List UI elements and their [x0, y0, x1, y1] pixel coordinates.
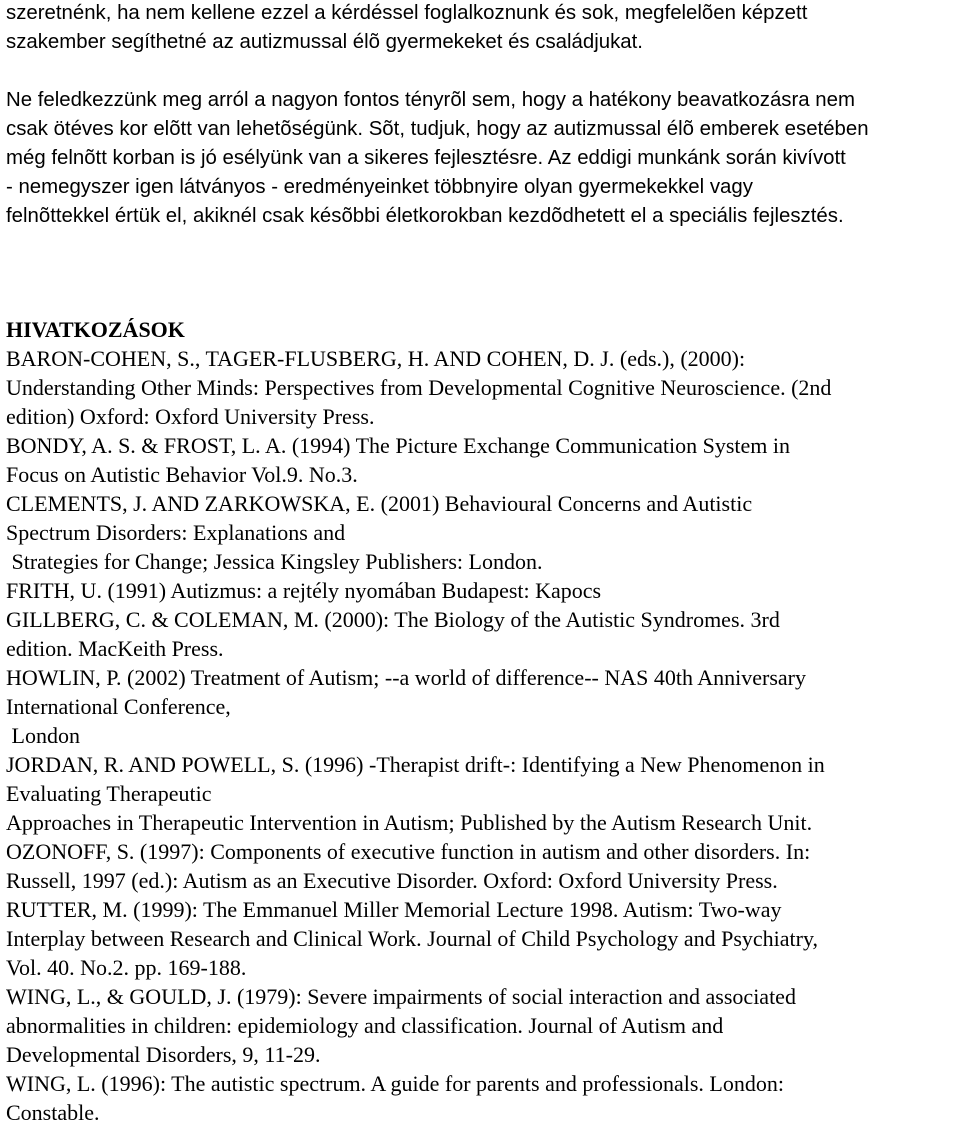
- text-line: csak ötéves kor elõtt van lehetõségünk. Sõt, tudjuk, hogy az autizmussal élõ emberek esetében: [6, 118, 869, 140]
- reference-line: CLEMENTS, J. AND ZARKOWSKA, E. (2001) Behavioural Concerns and Autistic: [6, 491, 753, 516]
- references-list: [6, 344, 954, 1127]
- reference-line: Interplay between Research and Clinical Work. Journal of Child Psychology and Psychiatry,: [6, 926, 819, 951]
- intro-paragraph-1: [6, 0, 954, 57]
- text-line: még felnõtt korban is jó esélyünk van a sikeres fejlesztésre. Az eddigi munkánk során kivívott: [6, 147, 846, 169]
- reference-line: FRITH, U. (1991) Autizmus: a rejtély nyomában Budapest: Kapocs: [6, 578, 602, 603]
- reference-line: BARON-COHEN, S., TAGER-FLUSBERG, H. AND COHEN, D. J. (eds.), (2000):: [6, 346, 746, 371]
- reference-line: WING, L., & GOULD, J. (1979): Severe impairments of social interaction and associated: [6, 984, 796, 1009]
- reference-line: Approaches in Therapeutic Intervention in Autism; Published by the Autism Research Unit.: [6, 810, 813, 835]
- text-line: felnõttekkel értük el, akiknél csak késõbbi életkorokban kezdõdhetett el a speciális fejlesztés.: [6, 205, 844, 227]
- reference-line: Spectrum Disorders: Explanations and: [6, 520, 346, 545]
- text-line: szakember segíthetné az autizmussal élõ gyermekeket és családjukat.: [6, 31, 643, 53]
- reference-line: BONDY, A. S. & FROST, L. A. (1994) The Picture Exchange Communication System in: [6, 433, 791, 458]
- reference-line: edition) Oxford: Oxford University Press.: [6, 404, 375, 429]
- references-heading: HIVATKOZÁSOK: [6, 317, 185, 342]
- reference-line: Focus on Autistic Behavior Vol.9. No.3.: [6, 462, 358, 487]
- reference-line: International Conference,: [6, 694, 231, 719]
- reference-line: Strategies for Change; Jessica Kingsley Publishers: London.: [6, 549, 543, 574]
- reference-line: HOWLIN, P. (2002) Treatment of Autism; --a world of difference-- NAS 40th Anniversary: [6, 665, 807, 690]
- intro-paragraph-2: [6, 86, 954, 231]
- reference-line: GILLBERG, C. & COLEMAN, M. (2000): The Biology of the Autistic Syndromes. 3rd: [6, 607, 780, 632]
- reference-line: JORDAN, R. AND POWELL, S. (1996) -Therapist drift-: Identifying a New Phenomenon in: [6, 752, 825, 777]
- text-line: - nemegyszer igen látványos - eredményeinket többnyire olyan gyermekekkel vagy: [6, 176, 753, 198]
- reference-line: abnormalities in children: epidemiology and classification. Journal of Autism and: [6, 1013, 724, 1038]
- reference-line: Constable.: [6, 1100, 100, 1125]
- text-line: Ne feledkezzünk meg arról a nagyon fontos tényrõl sem, hogy a hatékony beavatkozásra nem: [6, 89, 855, 111]
- reference-line: Understanding Other Minds: Perspectives from Developmental Cognitive Neuroscience. (2nd: [6, 375, 832, 400]
- reference-line: Russell, 1997 (ed.): Autism as an Executive Disorder. Oxford: Oxford University Press.: [6, 868, 778, 893]
- text-line: szeretnénk, ha nem kellene ezzel a kérdéssel foglalkoznunk és sok, megfelelõen képzett: [6, 2, 808, 24]
- reference-line: WING, L. (1996): The autistic spectrum. A guide for parents and professionals. London:: [6, 1071, 784, 1096]
- reference-line: Evaluating Therapeutic: [6, 781, 212, 806]
- reference-line: Developmental Disorders, 9, 11-29.: [6, 1042, 321, 1067]
- references-section: [6, 315, 954, 1127]
- intro-text: [6, 0, 954, 231]
- reference-line: RUTTER, M. (1999): The Emmanuel Miller Memorial Lecture 1998. Autism: Two-way: [6, 897, 782, 922]
- reference-line: OZONOFF, S. (1997): Components of executive function in autism and other disorders. In:: [6, 839, 811, 864]
- reference-line: edition. MacKeith Press.: [6, 636, 224, 661]
- reference-line: London: [6, 723, 80, 748]
- paragraph-spacer: [6, 57, 954, 86]
- reference-line: Vol. 40. No.2. pp. 169-188.: [6, 955, 247, 980]
